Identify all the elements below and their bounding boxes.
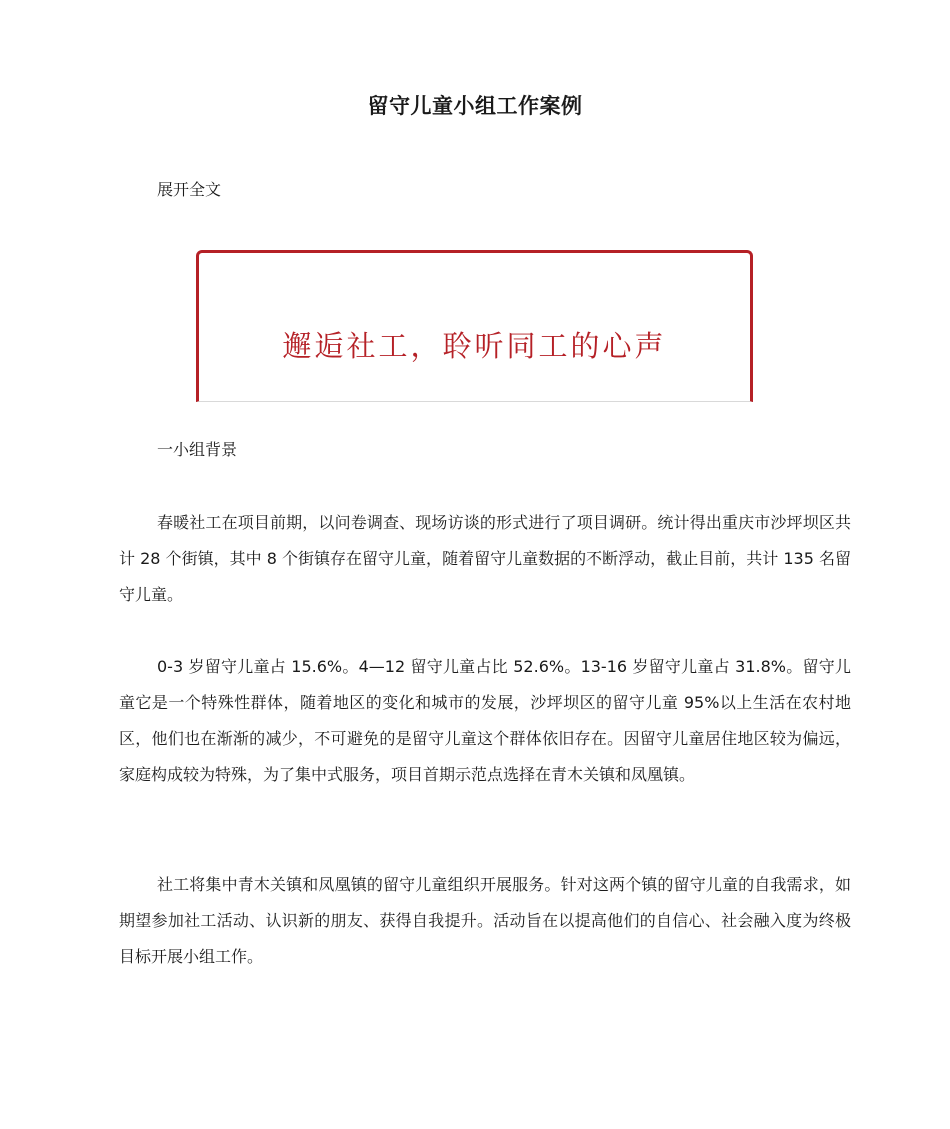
section-heading: 一小组背景 <box>157 440 238 459</box>
expand-full-text-link[interactable]: 展开全文 <box>157 180 222 199</box>
paragraph-2: 0-3 岁留守儿童占 15.6%。4—12 留守儿童占比 52.6%。13-16 岁留守儿童占 31.8%。留守儿童它是一个特殊性群体，随着地区的变化和城市的发展，沙坪坝区的留守儿童 95%以上生活在农村地区，他们也在渐渐的减少，不可避免的是留守儿童这个群体依旧存在。因留守儿童居住地区较为偏远，家庭构成较为特殊，为了集中式服务，项目首期示范点选择在青木关镇和凤凰镇。 <box>119 657 851 784</box>
document-title: 留守儿童小组工作案例 <box>367 94 583 118</box>
banner-text: 邂逅社工，聆听同工的心声 <box>282 329 667 363</box>
paragraph-3: 社工将集中青木关镇和凤凰镇的留守儿童组织开展服务。针对这两个镇的留守儿童的自我需求，如期望参加社工活动、认识新的朋友、获得自我提升。活动旨在以提高他们的自信心、社会融入度为终极目标开展小组工作。 <box>119 875 851 966</box>
paragraph-1: 春暖社工在项目前期，以问卷调查、现场访谈的形式进行了项目调研。统计得出重庆市沙坪坝区共计 28 个街镇，其中 8 个街镇存在留守儿童，随着留守儿童数据的不断浮动，截止目前，共计 135 名留守儿童。 <box>119 513 851 604</box>
banner-image <box>196 250 753 402</box>
